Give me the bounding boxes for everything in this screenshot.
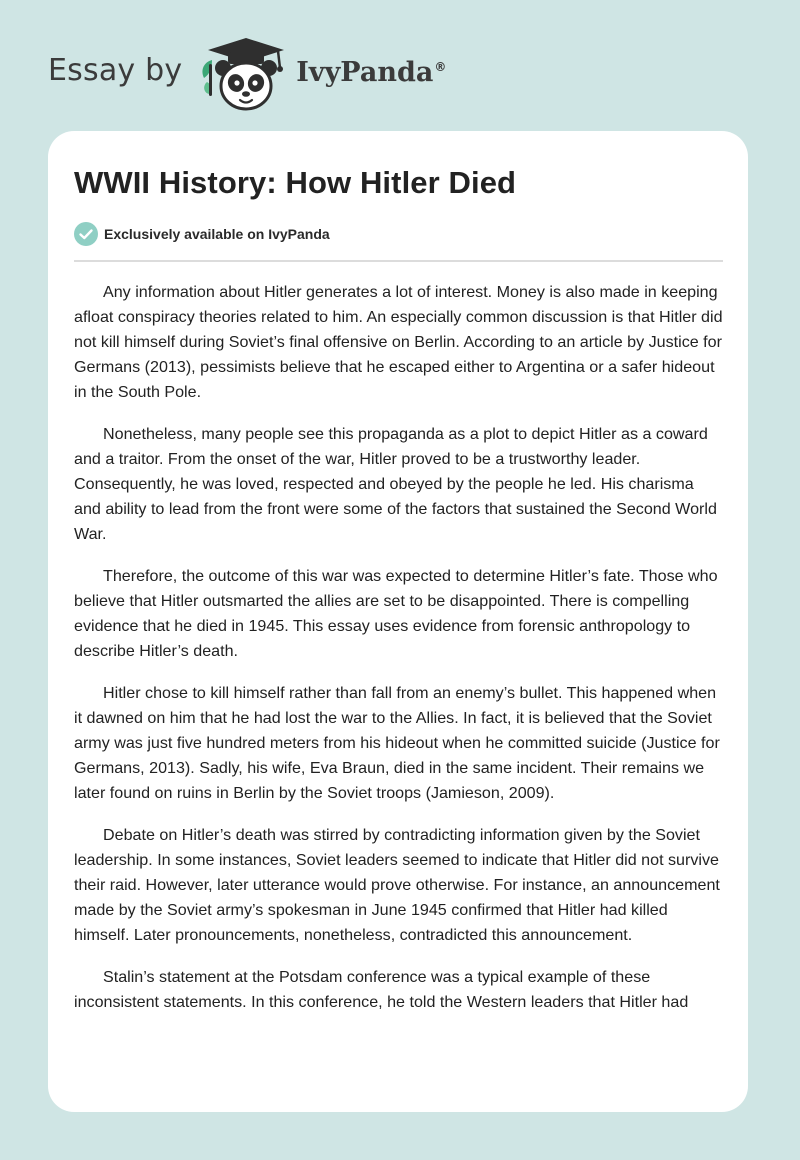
essay-paragraph: Any information about Hitler generates a lot of interest. Money is also made in keeping afloat conspiracy theories related to him. An especially common discussion is that Hitler did not kill himself during Soviet’s final offensive on Berlin. According to an article by Justice for Germans (2013), pessimists believe that he escaped either to Argentina or a safer hideout in the South Pole. bbox=[74, 283, 723, 401]
site-header bbox=[48, 34, 446, 114]
essay-paragraph: Nonetheless, many people see this propaganda as a plot to depict Hitler as a coward and a traitor. From the onset of the war, Hitler proved to be a trustworthy leader. Consequently, he was loved, respected and obeyed by the people he led. His charisma and ability to lead from the front were some of the factors that sustained the Second World War. bbox=[74, 425, 717, 543]
essay-card bbox=[48, 131, 748, 1112]
panda-logo-icon[interactable] bbox=[198, 34, 290, 114]
essay-paragraph: Hitler chose to kill himself rather than fall from an enemy’s bullet. This happened when it dawned on him that he had lost the war to the Allies. In fact, it is believed that the Soviet army was just five hundred meters from his hideout when he committed suicide (Justice for Germans, 2013). Sadly, his wife, Eva Braun, died in the same incident. Their remains we later found on ruins in Berlin by the Soviet troops (Jamieson, 2009). bbox=[74, 684, 720, 802]
essay-paragraph: Stalin’s statement at the Potsdam conference was a typical example of these inconsistent statements. In this conference, he told the Western leaders that Hitler had bbox=[74, 968, 689, 1011]
brand-name[interactable] bbox=[296, 57, 446, 88]
registered-mark: ® bbox=[434, 59, 447, 74]
essay-by-label: Essay by bbox=[48, 52, 183, 88]
check-circle-icon bbox=[74, 222, 98, 246]
essay-paragraph: Therefore, the outcome of this war was expected to determine Hitler’s fate. Those who believe that Hitler outsmarted the allies are set to be disappointed. There is compelling evidence that he died in 1945. This essay uses evidence from forensic anthropology to describe Hitler’s death. bbox=[74, 567, 718, 660]
brand-name-text: IvyPanda bbox=[296, 56, 434, 88]
essay-title: WWII History: How Hitler Died bbox=[74, 165, 517, 200]
divider bbox=[74, 260, 723, 262]
essay-body bbox=[74, 280, 724, 1032]
essay-paragraph: Debate on Hitler’s death was stirred by contradicting information given by the Soviet leadership. In some instances, Soviet leaders seemed to indicate that Hitler did not survive their raid. However, later utterance would prove otherwise. For instance, an announcement made by the Soviet army’s spokesman in June 1945 confirmed that Hitler had killed himself. Later pronouncements, nonetheless, contradicted this announcement. bbox=[74, 826, 720, 944]
exclusive-label: Exclusively available on IvyPanda bbox=[104, 226, 330, 242]
exclusive-badge bbox=[74, 222, 330, 246]
